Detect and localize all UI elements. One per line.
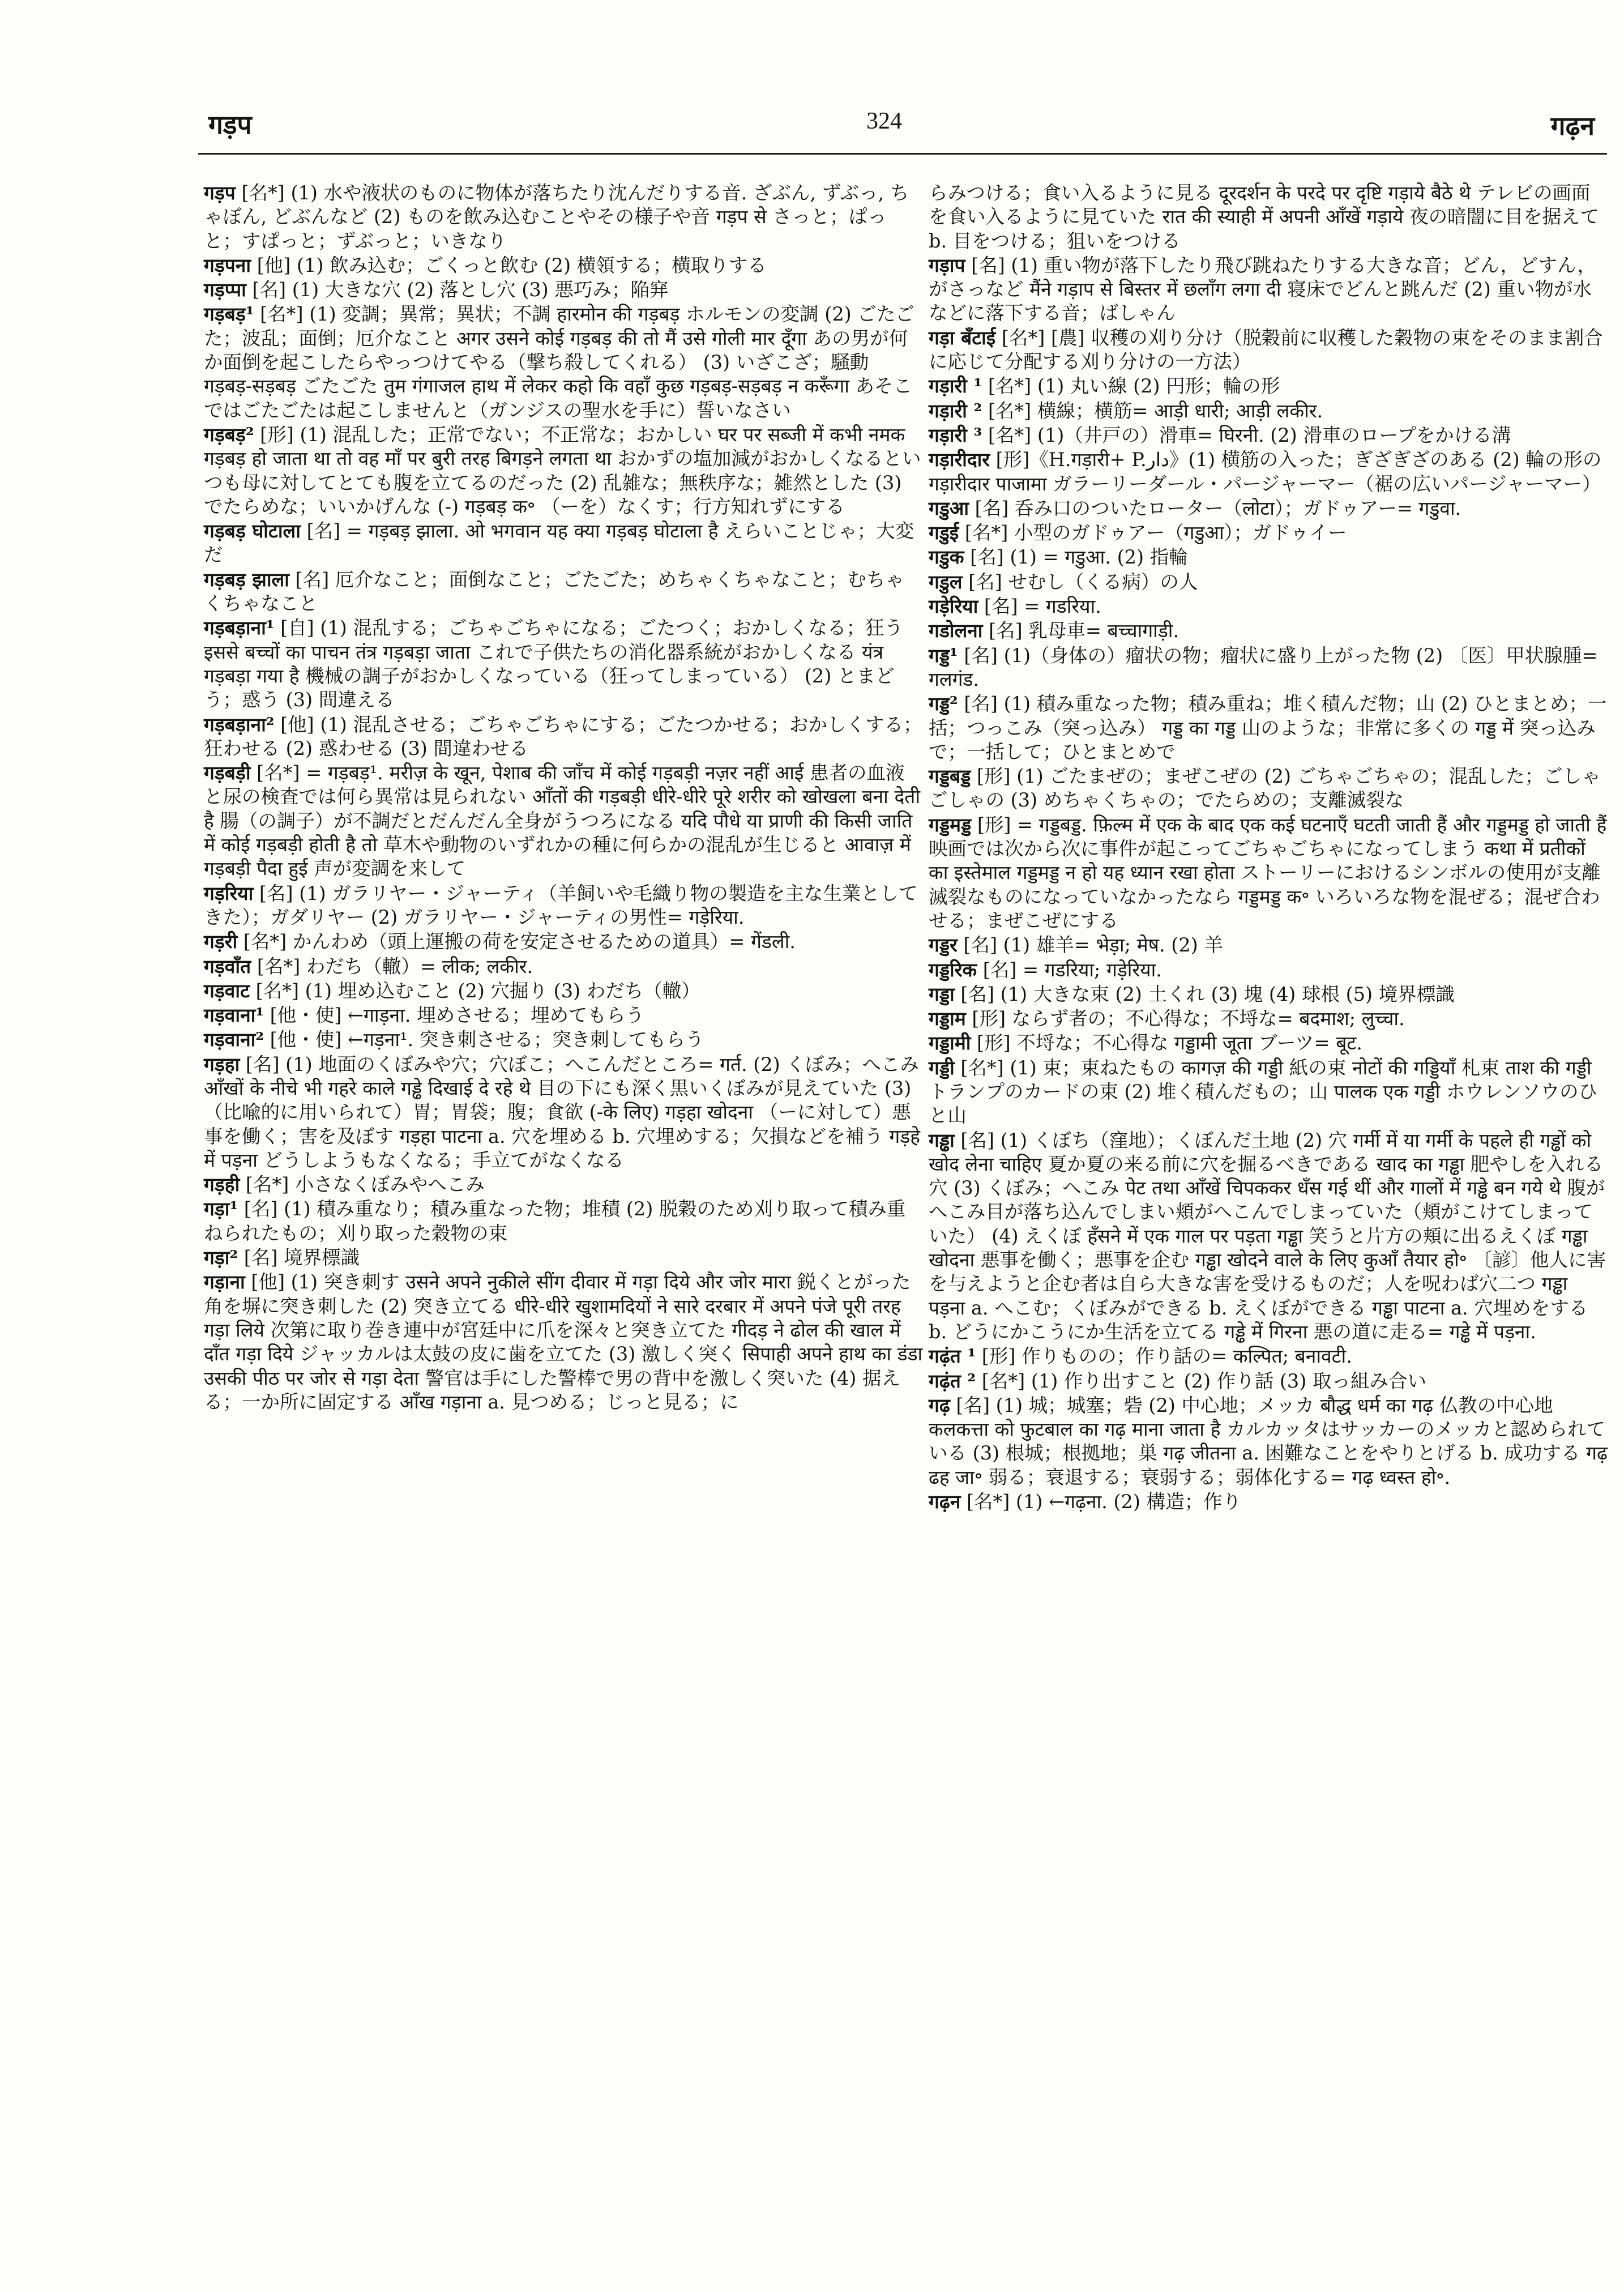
entry-definition: [名*] (1) 変調；異常；異状；不調 हारमोन की गड़बड़ ホルモンの変調 (2) ごたごた；波乱；面倒；厄介なこと अगर उसने कोई गड़बड़ की तो मैं उसे गोली मार दूँगा あの男が何か面倒を起こしたらやっつけてやる（撃ち殺してくれる） (3) いざこざ；騒動 गड़बड़-सड़बड़ ごたごた तुम गंगाजल हाथ में लेकर कहो कि वहाँ कुछ गड़बड़-सड़बड़ न करूँगा あそこではごたごたは起こしませんと（ガンジスの聖水を手に）誓いなさい xyxy=(204,303,914,421)
entry-headword: गड़बड़ घोटाला xyxy=(204,520,301,543)
entry-definition: [名] (1) くぼち（窪地）；くぼんだ土地 (2) 穴 गर्मी में या गर्मी के पहले ही गड्ढों को खोद लेना चाहिए 夏か夏の来る前に穴を掘るべきである खाद का गड्ढा 肥やしを入れる穴 (3) くぼみ；へこみ पेट तथा आँखें चिपककर धँस गई थीं और गालों में गड्ढे बन गये थे 腹がへこみ目が落ち込んでしまい頬がへこんでしまっていた（頬がこけてしまっていた） (4) えくぼ हँसने में एक गाल पर पड़ता गड्ढा 笑うと片方の頬に出るえくぼ गड्ढा खोदना 悪事を働く；悪事を企む गड्ढा खोदने वाले के लिए कुआँ तैयार हो॰ 〔諺〕他人に害を与えようと企む者は自ら大きな害を受けるものだ；人を呪わば穴二つ गड्ढा पड़ना a. へこむ；くぼみができる b. えくぼができる गड्ढा पाटना a. 穴埋めをする b. どうにかこうにか生活を立てる गड्ढे में गिरना 悪の道に走る= गड्ढे में पड़ना. xyxy=(929,1129,1606,1343)
dictionary-entry xyxy=(204,254,923,278)
dictionary-entry xyxy=(929,595,1608,618)
entry-headword: गढ़ंत ² xyxy=(929,1369,976,1392)
entry-headword: गड्डामी xyxy=(929,1032,971,1055)
entry-definition: [形] (1) ごたまぜの；まぜこぜの (2) ごちゃごちゃの；混乱した；ごしゃごしゃの (3) めちゃくちゃの；でたらめの；支離滅裂な xyxy=(929,765,1601,812)
entry-definition: [名*] (1) 埋め込むこと (2) 穴掘り (3) わだち（轍） xyxy=(249,979,700,1002)
entry-definition: [自] (1) 混乱する；ごちゃごちゃになる；ごたつく；おかしくなる；狂う इससे बच्चों का पाचन तंत्र गड़बड़ा जाता これで子供たちの消化器系統がおかしくなる यंत्र गड़बड़ा गया है 機械の調子がおかしくなっている（狂ってしまっている） (2) とまどう；惑う (3) 間違える xyxy=(204,617,903,711)
entry-headword: गड़बड़¹ xyxy=(204,303,254,326)
dictionary-entry xyxy=(929,1031,1608,1055)
entry-definition: [形] ならず者の；不心得な；不埒な= बदमाश; लुच्चा. xyxy=(965,1008,1405,1030)
entry-definition: [名*] 小さなくぼみやへこみ xyxy=(240,1173,485,1196)
entry-definition: [名] (1) 地面のくぼみや穴；穴ぼこ；へこんだところ= गर्त. (2) くぼみ；へこみ आँखों के नीचे भी गहरे काले गड्ढे दिखाई दे रहे थे 目の下にも深く黒いくぼみが見えていた (3)（比喩的に用いられて）胃；胃袋；腹；食欲 (-के लिए) गड़हा खोदना （ーに対して）悪事を働く；害を及ぼす गड़हा पाटना a. 穴を埋める b. 穴埋めする；欠損などを補う गड़हे में पड़ना どうしようもなくなる；手立てがなくなる xyxy=(204,1053,920,1171)
entry-definition: [名] 呑み口のついたローター（लोटा）；ガドゥアー= गडुवा. xyxy=(969,497,1461,519)
running-head-left: गड़प xyxy=(208,109,252,140)
dictionary-entry xyxy=(929,1394,1608,1489)
column-right xyxy=(929,181,1608,1514)
dictionary-entry xyxy=(929,1369,1608,1393)
entry-definition: [名*] かんわめ（頭上運搬の荷を安定させるための道具）= गेंडली. xyxy=(237,931,796,953)
entry-definition: [名] (1) ガラリヤー・ジャーティ（羊飼いや毛織り物の製造を主な生業としてきた）；ガダリヤー (2) ガラリヤー・ジャーティの男性= गड़ेरिया. xyxy=(204,882,918,928)
entry-definition: [名*] (1) 作り出すこと (2) 作り話 (3) 取っ組み合い xyxy=(976,1369,1426,1392)
dictionary-entry xyxy=(929,765,1608,813)
entry-definition: [名] (1) 大きな穴 (2) 落とし穴 (3) 悪巧み；陥穽 xyxy=(246,279,669,301)
entry-definition: [名*] (1) 束；束ねたもの कागज़ की गड्डी 紙の束 नोटों की गड्डियाँ 札束 ताश की गड्डी トランプのカードの束 (2) 堆く積んだもの；山 पालक एक गड्डी ホウレンソウのひと山 xyxy=(929,1056,1598,1127)
dictionary-entry xyxy=(929,1007,1608,1031)
entry-headword: गडुक xyxy=(929,546,964,569)
entry-definition: [名] (1) 重い物が落下したり飛び跳ねたりする大きな音；どん，どすん，がさっなど मैंने गड़ाप से बिस्तर में छलाँग लगा दी 寝床でどんと跳んだ (2) 重い物が水などに落下する音；ばしゃん xyxy=(929,254,1597,325)
entry-headword: गड़री xyxy=(204,931,238,953)
entry-headword: गड़रिया xyxy=(204,882,254,904)
dictionary-entry xyxy=(204,713,923,761)
entry-headword: गड़वाना² xyxy=(204,1028,264,1051)
dictionary-entry xyxy=(929,619,1608,643)
entry-definition: [名] = गडरिया; गड़ेरिया. xyxy=(977,958,1162,981)
entry-definition: [他・使] ←गाड़ना. 埋めさせる；埋めてもらう xyxy=(264,1004,645,1027)
entry-headword: गड़ारीदार xyxy=(929,449,990,471)
dictionary-entry xyxy=(929,1490,1608,1514)
dictionary-entry xyxy=(204,761,923,881)
dictionary-entry xyxy=(929,424,1608,447)
entry-headword: गड्डी xyxy=(929,1056,955,1079)
entry-headword: गड़ारी ¹ xyxy=(929,375,982,398)
entry-headword: गड़ही xyxy=(204,1173,240,1196)
entry-definition: [名] (1) 城；城塞；砦 (2) 中心地；メッカ बौद्ध धर्म का गढ़ 仏教の中心地 कलकत्ता को फुटबाल का गढ़ माना जाता है カルカッタはサッカーのメッカと認められている (3) 根城；根拠地；巣 गढ़ जीतना a. 困難なことをやりとげる b. 成功する गढ़ ढह जा॰ 弱る；衰退する；衰弱する；弱体化する= गढ़ ध्वस्त हो॰. xyxy=(929,1394,1608,1488)
dictionary-entry xyxy=(929,692,1608,764)
entry-definition: [名*] (1) 丸い線 (2) 円形；輪の形 xyxy=(982,375,1280,398)
entry-headword: गड्डाम xyxy=(929,1008,966,1030)
dictionary-entry xyxy=(929,933,1608,957)
dictionary-entry xyxy=(204,181,923,253)
entry-definition: [名] (1)（身体の）瘤状の物；瘤状に盛り上がった物 (2) 〔医〕甲状腺腫= गलगंड. xyxy=(929,644,1598,690)
entry-headword: गडुआ xyxy=(929,497,969,519)
dictionary-entry xyxy=(204,1028,923,1052)
dictionary-entry xyxy=(929,399,1608,423)
entry-definition: [名*] 横線；横筋= आड़ी धारी; आड़ी लकीर. xyxy=(982,399,1323,422)
entry-headword: गड़वाट xyxy=(204,979,250,1002)
entry-definition: [名] 乳母車= बच्चागाड़ी. xyxy=(982,620,1179,642)
entry-headword: गड़ा² xyxy=(204,1247,238,1269)
dictionary-entry xyxy=(929,326,1608,374)
entry-headword: गड़ारी ² xyxy=(929,399,982,422)
entry-definition: [名] 厄介なこと；面倒なこと；ごたごた；めちゃくちゃなこと；むちゃくちゃなこと xyxy=(204,568,904,615)
entry-definition: [他] (1) 飲み込む；ごくっと飲む (2) 横領する；横取りする xyxy=(251,254,767,276)
dictionary-entry xyxy=(929,958,1608,982)
entry-headword: गड़प xyxy=(204,182,236,204)
entry-headword: गडुई xyxy=(929,522,959,544)
entry-headword: गड़वाँत xyxy=(204,955,251,978)
dictionary-entry xyxy=(204,882,923,930)
entry-headword: गड्ड² xyxy=(929,693,958,715)
entry-headword: गड़पना xyxy=(204,254,251,276)
entry-definition: [名] (1) 雄羊= भेड़ा; मेष. (2) 羊 xyxy=(957,934,1223,957)
entry-headword: गड्डरिक xyxy=(929,958,977,981)
dictionary-entry xyxy=(204,1270,923,1414)
entry-definition: [名*] わだち（轍）= लीक; लकीर. xyxy=(251,955,533,978)
entry-definition: [名] (1) 積み重なった物；積み重ね；堆く積んだ物；山 (2) ひとまとめ；一括；つっこみ（突っ込み） गड्ड का गड्ड 山のような；非常に多くの गड्ड में 突っ込みで；一括して；ひとまとめで xyxy=(929,693,1607,763)
column-left xyxy=(204,181,923,1415)
dictionary-entry xyxy=(204,302,923,422)
dictionary-entry xyxy=(929,983,1608,1006)
dictionary-entry xyxy=(929,181,1608,253)
dictionary-entry xyxy=(929,374,1608,398)
dictionary-entry xyxy=(204,955,923,979)
dictionary-entry xyxy=(929,448,1608,496)
entry-definition: [形] = गड्डबड्ड. फ़िल्म में एक के बाद एक कई घटनाएँ घटती जाती हैं और गड्डमड्ड हो जाती हैं 映画では次から次に事件が起こってごちゃごちゃになってしまう कथा में प्रतीकों का इस्तेमाल गड्डमड्ड न हो यह ध्यान रखा होता ストーリーにおけるシンボルの使用が支離滅裂なものになっていなかったなら गड्डमड्ड क॰ いろいろな物を混ぜる；混ぜ合わせる；まぜこぜにする xyxy=(929,813,1607,932)
entry-definition: [名] = गडरिया. xyxy=(978,595,1101,618)
entry-definition: [名] = गड़बड़ झाला. ओ भगवान यह क्या गड़बड़ घोटाला है えらいことじゃ；大変だ xyxy=(204,520,914,566)
entry-definition: [名] (1) = गडुआ. (2) 指輪 xyxy=(964,546,1188,569)
entry-definition: [名*] (1) ←गढ़ना. (2) 構造；作り xyxy=(960,1491,1242,1513)
entry-definition: [名] (1) 積み重なり；積み重なった物；堆積 (2) 脱穀のため刈り取って積み重ねられたもの；刈り取った穀物の束 xyxy=(204,1198,906,1244)
dictionary-entry xyxy=(929,813,1608,933)
entry-definition: [名*] (1) 水や液状のものに物体が落ちたり沈んだりする音. ざぶん, ずぶっ, ちゃぼん, どぶんなど (2) ものを飲み込むことやその様子や音 गड़प से さっと；ぱっと；すぱっと；ずぶっと；いきなり xyxy=(204,182,909,252)
entry-headword: गड़ा¹ xyxy=(204,1198,238,1220)
entry-headword: गढ़ंत ¹ xyxy=(929,1345,976,1368)
entry-headword: गडुल xyxy=(929,570,963,593)
dictionary-entry xyxy=(204,1197,923,1245)
entry-headword: गड्डमड्ड xyxy=(929,813,972,836)
dictionary-entry xyxy=(204,930,923,954)
entry-definition: [形] 作りものの；作り話の= कल्पित; बनावटी. xyxy=(976,1345,1352,1368)
entry-headword: गड़बड़ाना² xyxy=(204,713,275,736)
dictionary-entry xyxy=(204,1053,923,1172)
entry-definition: [形]《H.गड़ारी+ P.دار》(1) 横筋の入った；ぎざぎざのある (2) 輪の形の गड़ारीदार पाजामा ガラーリーダール・パージャーマー（裾の広いパージャーマー） xyxy=(929,449,1602,495)
entry-headword: गड्ड¹ xyxy=(929,644,958,667)
entry-definition: [他] (1) 突き刺す उसने अपने नुकीले सींग दीवार में गड़ा दिये और जोर मारा 鋭くとがった角を塀に突き刺した (2) 突き立てる धीरे-धीरे खुशामदियों ने सारे दरबार में अपने पंजे पूरी तरह गड़ा लिये 次第に取り巻き連中が宮廷中に爪を深々と突き立てた गीदड़ ने ढोल की खाल में दाँत गड़ा दिये ジャッカルは太鼓の皮に歯を立てた (3) 激しく突く सिपाही अपने हाथ का डंडा उसकी पीठ पर जोर से गड़ा देता 警官は手にした警棒で男の背中を激しく突いた (4) 据える；一か所に固定する आँख गड़ाना a. 見つめる；じっと見る；に xyxy=(204,1271,923,1413)
entry-headword: गड्डबड्ड xyxy=(929,765,971,788)
running-head-right: गढ़न xyxy=(1550,110,1595,141)
entry-headword: गड़वाना¹ xyxy=(204,1004,264,1027)
dictionary-entry xyxy=(204,616,923,712)
entry-headword: गडोलना xyxy=(929,620,983,642)
entry-definition: [他] (1) 混乱させる；ごちゃごちゃにする；ごたつかせる；おかしくする；狂わせる (2) 惑わせる (3) 間違わせる xyxy=(204,713,922,759)
dictionary-entry xyxy=(204,568,923,616)
dictionary-entry xyxy=(929,497,1608,520)
dictionary-entry xyxy=(204,519,923,567)
entry-headword: गड़हा xyxy=(204,1053,240,1075)
entry-headword: गड़ा बँटाई xyxy=(929,326,996,349)
dictionary-entry xyxy=(929,521,1608,545)
dictionary-entry xyxy=(929,1129,1608,1345)
entry-definition: [他・使] ←गड़ना¹. 突き刺させる；突き刺してもらう xyxy=(264,1028,704,1051)
entry-definition: [形] (1) 混乱した；正常でない；不正常な；おかしい घर पर सब्जी में कभी नमक गड़बड़ हो जाता था तो वह माँ पर बुरी तरह बिगड़ने लगता था おかずの塩加減がおかしくなるといつも母に対してとても腹を立てるのだった (2) 乱雑な；無秩序な；雑然とした (3) でたらめな；いいかげんな (-) गड़बड़ क॰ （ーを）なくす；行方知れずにする xyxy=(204,423,921,518)
dictionary-entry xyxy=(929,644,1608,692)
page-number: 324 xyxy=(866,108,902,134)
entry-headword: गड़ेरिया xyxy=(929,595,978,618)
dictionary-entry xyxy=(929,570,1608,594)
entry-definition: らみつける；食い入るように見る दूरदर्शन के परदे पर दृष्टि गड़ाये बैठे थे テレビの画面を食い入るように見ていた रात की स्याही में अपनी आँखें गड़ाये 夜の暗闇に目を据えて b. 目をつける；狙いをつける xyxy=(929,182,1600,252)
entry-headword: गड़ाना xyxy=(204,1271,245,1294)
dictionary-entry xyxy=(204,278,923,302)
entry-headword: गड्डा xyxy=(929,983,955,1005)
dictionary-entry xyxy=(929,254,1608,326)
entry-definition: [名*] (1)（井戸の）滑車= घिरनी. (2) 滑車のロープをかける溝 xyxy=(982,424,1511,446)
header-divider xyxy=(198,153,1607,155)
entry-headword: गड़बड़² xyxy=(204,423,254,446)
entry-definition: [名] せむし（くる病）の人 xyxy=(962,570,1198,593)
dictionary-entry xyxy=(204,979,923,1003)
entry-headword: गड़बड़ाना¹ xyxy=(204,617,275,639)
dictionary-entry xyxy=(204,1173,923,1197)
entry-definition: [名] (1) 大きな束 (2) 土くれ (3) 塊 (4) 球根 (5) 境界標識 xyxy=(954,983,1455,1005)
entry-definition: [名] 境界標識 xyxy=(238,1247,360,1269)
entry-definition: [名*] [農] 収穫の刈り分け（脱穀前に収穫した穀物の束をそのまま割合に応じて分配する刈り分けの一方法） xyxy=(929,326,1603,373)
entry-definition: [名*] = गड़बड़¹. मरीज़ के खून, पेशाब की जाँच में कोई गड़बड़ी नज़र नहीं आई 患者の血液と尿の検査では何ら異常は見られない आँतों की गड़बड़ी धीरे-धीरे पूरे शरीर को खोखला बना देती है 腸（の調子）が不調だとだんだん全身がうつろになる यदि पौधे या प्राणी की किसी जाति में कोई गड़बड़ी होती है तो 草木や動物のいずれかの種に何らかの混乱が生じると आवाज़ में गड़बड़ी पैदा हुई 声が変調を来して xyxy=(204,762,921,880)
entry-headword: गड्ढा xyxy=(929,1129,955,1151)
dictionary-entry xyxy=(204,423,923,519)
dictionary-entry xyxy=(929,1056,1608,1128)
entry-headword: गढ़ xyxy=(929,1394,950,1416)
entry-headword: गड़ाप xyxy=(929,254,965,276)
entry-headword: गड़बड़ झाला xyxy=(204,568,289,591)
entry-headword: गड्डर xyxy=(929,934,958,957)
entry-headword: गड़ारी ³ xyxy=(929,424,982,446)
dictionary-entry xyxy=(929,545,1608,569)
entry-headword: गड़प्पा xyxy=(204,279,246,301)
entry-headword: गड़बड़ी xyxy=(204,762,251,784)
dictionary-entry xyxy=(929,1345,1608,1368)
entry-headword: गढ़न xyxy=(929,1491,961,1513)
entry-definition: [形] 不埒な；不心得な गड्डामी जूता ブーツ= बूट. xyxy=(971,1032,1362,1055)
entry-definition: [名*] 小型のガドゥアー（गडुआ）；ガドゥイー xyxy=(959,522,1347,544)
dictionary-entry xyxy=(204,1004,923,1027)
dictionary-entry xyxy=(204,1246,923,1270)
